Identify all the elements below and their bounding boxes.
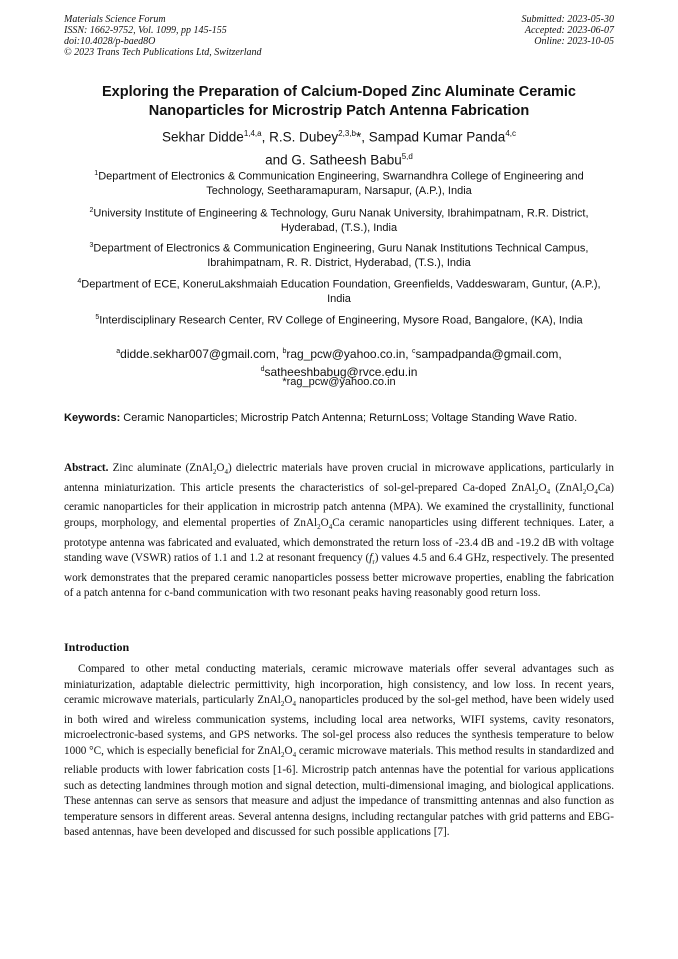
copyright-line: © 2023 Trans Tech Publications Ltd, Switzerland	[64, 47, 262, 58]
subscript: r	[372, 558, 375, 567]
introduction-paragraph	[64, 662, 614, 841]
subscript: 4	[224, 468, 228, 477]
corresponding-email[interactable]: *rag_pcw@yahoo.co.in	[282, 376, 396, 388]
intro-text: Compared to other metal conducting materials, ceramic microwave materials offer several advantages such as miniaturization, adaptable dielectric permittivity, high incorporation, high consistency, and low loss. In recent years, ceramic microwave materials, particularly ZnAl	[64, 663, 614, 706]
author-separator: ,	[261, 129, 270, 145]
journal-info	[64, 14, 262, 58]
abstract-text: O	[538, 481, 547, 494]
affiliation-4	[64, 275, 614, 306]
abstract-text: O	[586, 481, 595, 494]
affiliation-marker: 3	[89, 242, 94, 249]
author-name: R.S. Dubey	[269, 129, 339, 145]
affiliation-text: University Institute of Engineering & Technology, Guru Nanak University, Ibrahimpatnam, R.R. District, Hyderabad, (T.S.), India	[93, 207, 589, 234]
email-link[interactable]: rag_pcw@yahoo.co.in	[286, 347, 406, 361]
doi-line: doi:10.4028/p-baed8O	[64, 36, 156, 47]
affiliation-text: Department of Electronics & Communication Engineering, Swarnandhra College of Engineering and Technology, Seetharamapuram, Narsapur, (A.P.), India	[98, 170, 584, 197]
keywords-text: Ceramic Nanoparticles; Microstrip Patch Antenna; ReturnLoss; Voltage Standing Wave Ratio.	[120, 412, 578, 424]
affiliation-marker: 4	[77, 278, 82, 285]
subscript: 2	[317, 523, 321, 532]
author-affil-marker: 4,c	[505, 129, 516, 138]
abstract-text: O	[216, 462, 225, 474]
affiliation-2	[64, 204, 614, 235]
intro-text: nanoparticles produced by the sol-gel method, have been widely used in both wired and wireless communication systems, including local area networks, WIFI systems, cavity resonators, microelectronic-based systems, and GPS networks. The sol-gel process also reduces the synthesis temperature to below 1000 °C, which is especially beneficial for ZnAl	[64, 694, 615, 757]
subscript: 2	[534, 487, 539, 496]
author-affil-marker: 1,4,a	[243, 129, 262, 138]
subscript: 2	[280, 750, 285, 759]
author-list	[64, 124, 614, 169]
subscript: 4	[292, 700, 296, 709]
email-marker: c	[411, 348, 416, 355]
email-link[interactable]: sampadpanda@gmail.com	[415, 347, 559, 361]
online-date: Online: 2023-10-05	[534, 36, 614, 47]
affiliation-marker: 1	[94, 170, 99, 177]
abstract-text: Zinc aluminate (ZnAl	[108, 462, 213, 474]
submission-dates	[522, 14, 615, 47]
author-affil-marker: 2,3,b	[338, 129, 356, 138]
abstract-text: O	[320, 516, 329, 529]
abstract-text: ) values 4.5 and 6.4 GHz, respectively. The presented work demonstrates that the prepared ceramic nanoparticles possess better microwave properties, enabling the fabrication of a patch antenna for c-band communication with two resonant peaks having reasonably good return loss.	[64, 552, 614, 600]
abstract-text: (ZnAl	[550, 481, 583, 494]
intro-text: O	[284, 694, 293, 706]
subscript: 4	[292, 750, 297, 759]
subscript: 4	[594, 487, 598, 496]
introduction-heading: Introduction	[64, 640, 130, 654]
email-marker: d	[260, 366, 265, 373]
affiliation-3	[64, 239, 614, 270]
affiliation-5	[64, 311, 614, 328]
intro-text: ceramic microwave materials. This method results in standardized and reliable products with lower fabrication costs [1-6]. Microstrip patch antennas have the potential for various applications such as detecting landmines through motion and signal detection, multi-dimensional imaging, and biological applications. These antennas can serve as sensors that measure and adjust the impedance of transmitting antennas and also function as temperature sensors in different areas. Several antenna designs, including rectangular patches with grid patterns and EBG-based antennas, have been developed and discussed for such possible applications [7].	[64, 744, 614, 839]
subscript: 4	[328, 523, 333, 532]
email-list: $^a$didde.sekhar007@gmail.com, $^b$rag_pcw@yahoo.co.in, $^c$sampadpanda@gmail.com, $^d$satheeshbabug@rvce.edu.in	[116, 347, 562, 379]
email-link[interactable]: satheeshbabug@rvce.edu.in	[264, 365, 418, 379]
paper-title: Exploring the Preparation of Calcium-Doped Zinc Aluminate Ceramic Nanoparticles for Microstrip Patch Antenna Fabrication	[101, 84, 576, 119]
issn-line: ISSN: 1662-9752, Vol. 1099, pp 145-155	[64, 25, 227, 36]
abstract-text: Ca) ceramic nanoparticles for their application in microstrip patch antenna (MPA). We examined the crystallinity, functional groups, morphology, and elemental properties of ZnAl	[64, 481, 615, 529]
affiliation-marker: 2	[89, 207, 94, 214]
affiliation-text: Department of Electronics & Communication Engineering, Guru Nanak Institutions Technical Campus, Ibrahimpatnam, R. R. District, Hyderabad, (T.S.), India	[93, 242, 589, 269]
abstract-text: Ca ceramic nanoparticles using different techniques. Later, a prototype antenna was fabricated and evaluated, which demonstrated the return loss of -23.4 dB and -19.2 dB with voltage standing wave (VSWR) ratios of 1.1 and 1.2 at resonant frequency (	[64, 516, 614, 565]
abstract-text: ) dielectric materials have proven crucial in microwave applications, particularly in antenna miniaturization. This article presents the characteristics of sol-gel-prepared Ca-doped ZnAl	[64, 462, 614, 494]
journal-name: Materials Science Forum	[64, 14, 166, 25]
affiliation-text: Interdisciplinary Research Center, RV College of Engineering, Mysore Road, Bangalore, (KA), India	[99, 314, 583, 327]
intro-text: O	[284, 744, 293, 757]
author-name: Sekhar Didde	[162, 129, 244, 145]
subscript: 4	[546, 487, 551, 496]
abstract-block	[64, 461, 614, 602]
email-marker: b	[282, 348, 287, 355]
email-marker: a	[116, 348, 121, 355]
accepted-date: Accepted: 2023-06-07	[524, 25, 614, 36]
subscript: 2	[582, 487, 587, 496]
author-affil-marker: 5,d	[401, 151, 413, 161]
author-name: and G. Satheesh Babu	[265, 152, 402, 167]
abstract-label: Abstract.	[64, 462, 109, 474]
frequency-symbol: f	[369, 552, 373, 565]
affiliation-text: Department of ECE, KoneruLakshmaiah Education Foundation, Greenfields, Vaddeswaram, Guntur, (A.P.), India	[81, 278, 601, 305]
author-separator: *,	[355, 129, 369, 145]
author-name: Sampad Kumar Panda	[368, 129, 506, 145]
email-link[interactable]: didde.sekhar007@gmail.com	[120, 347, 276, 361]
affiliation-marker: 5	[95, 314, 100, 321]
affiliation-1	[64, 167, 614, 198]
keywords-label: Keywords:	[64, 412, 121, 424]
subscript: 2	[280, 700, 285, 709]
submitted-date: Submitted: 2023-05-30	[521, 14, 614, 25]
subscript: 2	[212, 468, 217, 477]
keywords-block	[64, 411, 614, 426]
